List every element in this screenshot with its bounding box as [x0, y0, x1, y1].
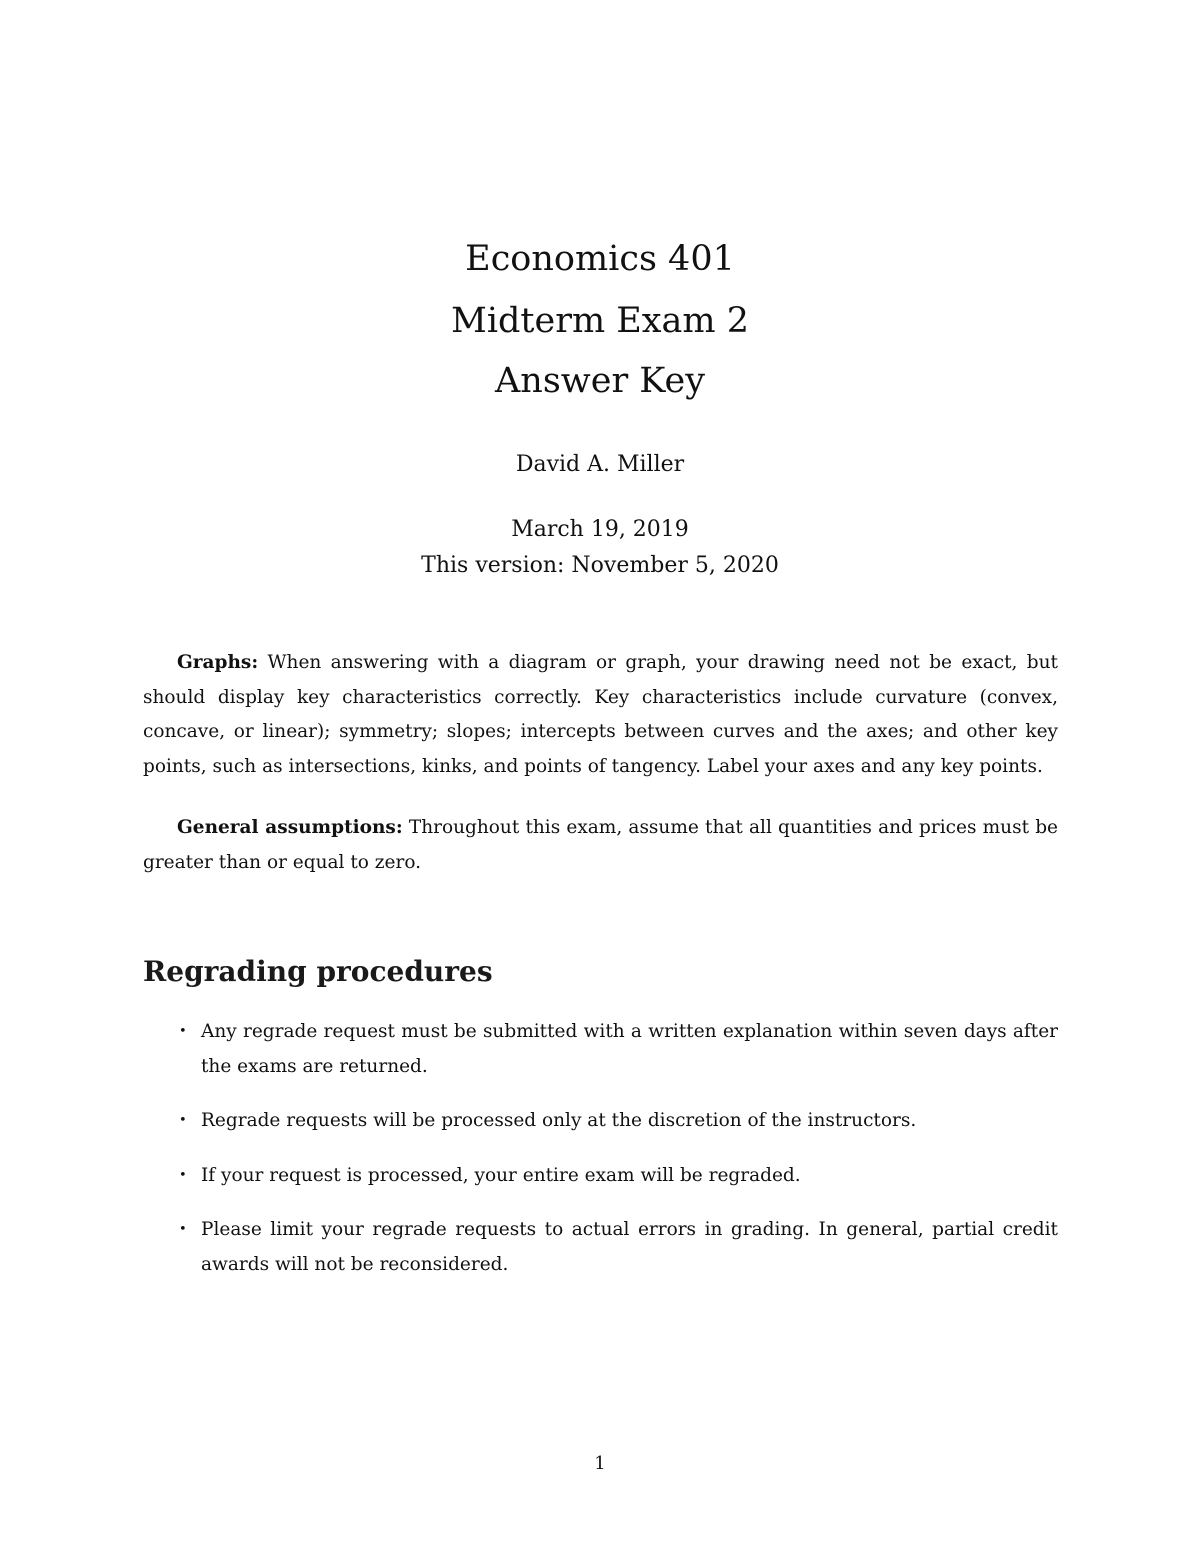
- assumptions-text: Throughout this exam, assume that all quantities and prices must be greater than or equal to zero.: [143, 817, 1058, 873]
- exam-title: Midterm Exam 2: [451, 301, 749, 341]
- author-name: David A. Miller: [515, 452, 685, 477]
- list-item-text: If your request is processed, your entire exam will be regraded.: [201, 1164, 801, 1186]
- list-item: [143, 1104, 1058, 1139]
- version-date: This version: November 5, 2020: [421, 553, 779, 578]
- assumptions-paragraph: [143, 811, 1058, 880]
- list-item: [143, 1159, 1058, 1194]
- graphs-paragraph: [143, 646, 1058, 784]
- assumptions-label: General assumptions:: [177, 817, 403, 838]
- list-item: [143, 1015, 1058, 1084]
- exam-date: March 19, 2019: [511, 517, 689, 542]
- list-item-text: Regrade requests will be processed only at the discretion of the instructors.: [201, 1110, 917, 1131]
- graphs-text: When answering with a diagram or graph, your drawing need not be exact, but should display key characteristics correctly. Key characteristics include curvature (convex, concave, or linear); symmetry; slopes; intercepts between curves and the axes; and other key points, such as intersections, kinks, and points of tangency. Label your axes and any key points.: [143, 652, 1058, 777]
- graphs-label: Graphs:: [177, 652, 259, 673]
- list-item-text: Please limit your regrade requests to actual errors in grading. In general, partial credit awards will not be reconsidered.: [201, 1219, 1058, 1275]
- bullet-icon: •: [179, 1167, 187, 1183]
- list-item-text: Any regrade request must be submitted with a written explanation within seven days after the exams are returned.: [201, 1021, 1058, 1077]
- regrading-heading: Regrading procedures: [143, 955, 493, 988]
- bullet-icon: •: [179, 1024, 187, 1039]
- bullet-icon: •: [179, 1222, 187, 1237]
- list-item: [143, 1213, 1058, 1282]
- course-title: Economics 401: [465, 239, 735, 279]
- regrading-list: [143, 1015, 1058, 1302]
- bullet-icon: •: [179, 1113, 187, 1128]
- document-kind-title: Answer Key: [495, 361, 705, 401]
- page-number: 1: [594, 1453, 606, 1474]
